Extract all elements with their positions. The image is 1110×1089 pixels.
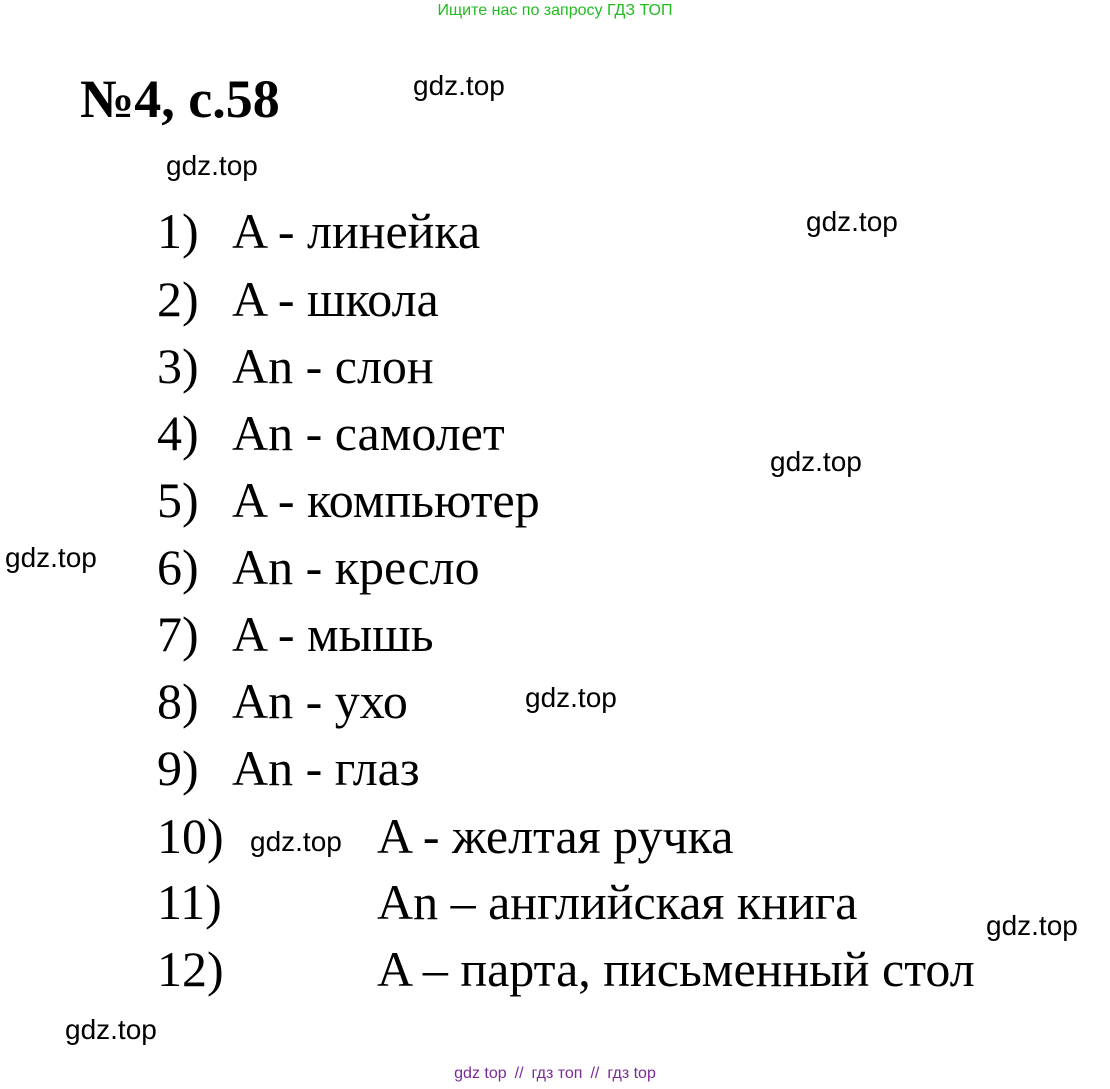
item-number: 6) [157,539,199,595]
item-number: 5) [157,472,199,528]
watermark: gdz.top [65,1014,157,1045]
item-number: 7) [157,606,199,662]
watermark: gdz.top [525,682,617,713]
item-number: 4) [157,405,199,461]
footer-link[interactable]: gdz top [454,1065,507,1082]
item-answer: A - компьютер [232,472,540,528]
watermark: gdz.top [770,446,862,477]
footer-links [0,1065,1110,1083]
top-banner: Ищите нас по запросу ГДЗ ТОП [437,2,673,19]
item-number: 1) [157,203,199,259]
watermark: gdz.top [250,826,342,857]
watermark: gdz.top [5,542,97,573]
item-answer: An - ухо [232,673,408,729]
footer-link[interactable]: гдз топ [531,1065,583,1082]
watermark: gdz.top [166,150,258,181]
item-answer: An - самолет [232,405,505,461]
watermark: gdz.top [413,70,505,101]
item-answer: A – парта, письменный стол [377,941,975,997]
item-answer: A - школа [232,271,439,327]
item-answer: A - линейка [232,203,481,259]
item-number: 10) [157,808,224,864]
footer-separator: // [514,1065,524,1082]
item-number: 12) [157,941,224,997]
item-number: 11) [157,874,222,930]
footer-separator: // [590,1065,600,1082]
item-number: 3) [157,338,199,394]
item-answer: An - слон [232,338,434,394]
item-answer: An - глаз [232,740,420,796]
item-number: 2) [157,271,199,327]
item-answer: An – английская книга [377,874,858,930]
watermark: gdz.top [806,206,898,237]
item-answer: A - желтая ручка [377,808,734,864]
item-answer: A - мышь [232,606,434,662]
footer-link[interactable]: гдз top [607,1065,656,1082]
item-number: 8) [157,673,199,729]
page-title: №4, с.58 [80,69,280,129]
watermark: gdz.top [986,910,1078,941]
item-answer: An - кресло [232,539,480,595]
item-number: 9) [157,740,199,796]
